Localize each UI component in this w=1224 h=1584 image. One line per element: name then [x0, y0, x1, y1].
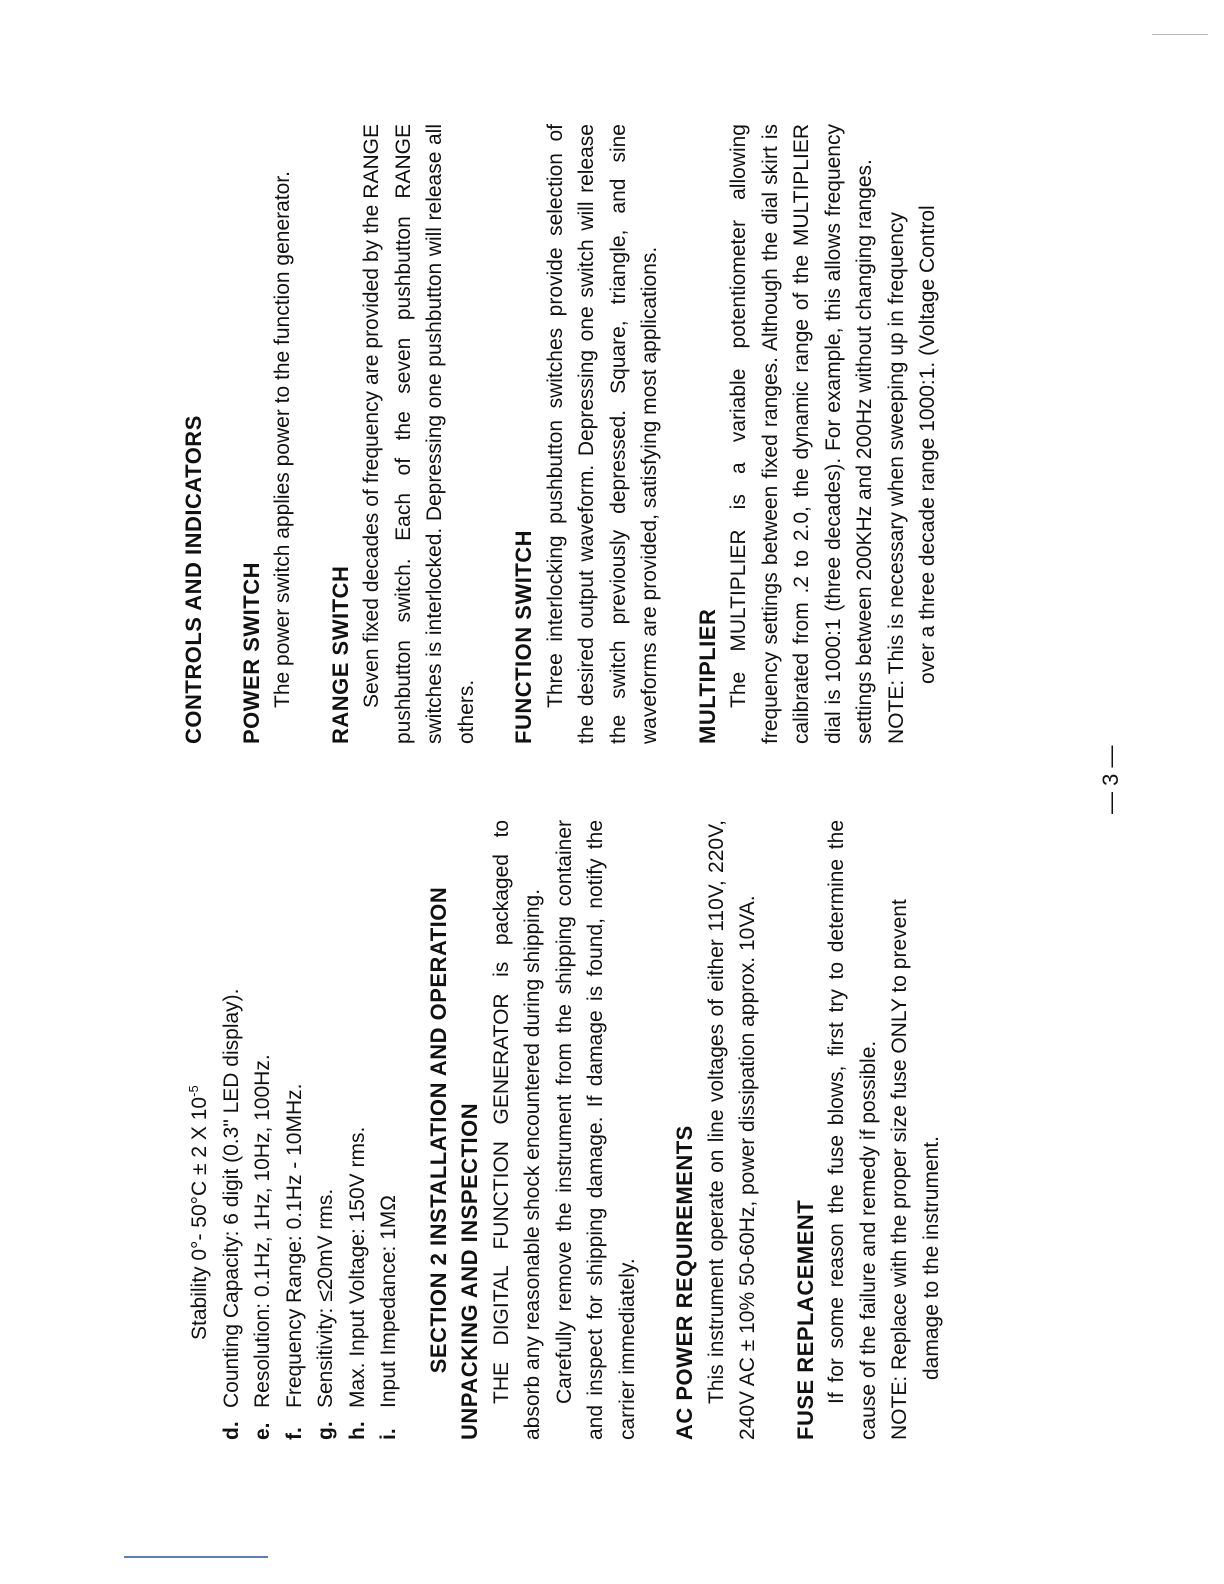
unpacking-heading: UNPACKING AND INSPECTION [457, 1102, 482, 1440]
fuse-heading: FUSE REPLACEMENT [792, 1199, 818, 1440]
multiplier-note-continued: over a three decade range 1000:1. (Voltage Control [916, 205, 939, 684]
multiplier-note: NOTE: This is necessary when sweeping up in frequency [884, 212, 908, 744]
multiplier-paragraph: The MULTIPLIER is a variable potentiometer allowing frequency settings between fixed ranges. Although the dial skirt is calibrated from .2 to 2.0, the dynamic range of the MULTIPLIER dial is 1000:1 (three decades). For example, this allows frequency settings between 200KHz and 200Hz without changing ranges. [727, 124, 876, 744]
spec-letter: f. [282, 1427, 306, 1440]
stability-text: Stability 0°- 50°C ± 2 X 10 [188, 1096, 211, 1340]
spec-letter: i. [377, 1428, 400, 1440]
stability-line [178, 820, 216, 1440]
range-paragraph: Seven fixed decades of frequency are provided by the RANGE pushbutton switch. Each of the seven pushbutton RANGE switches is interlocked. Depressing one pushbutton will release all others. [360, 124, 478, 744]
spec-item-e [247, 820, 279, 1440]
spec-item-g [310, 820, 342, 1440]
section-title: SECTION 2 INSTALLATION AND OPERATION [425, 886, 451, 1374]
function-paragraph: Three interlocking pushbutton switches provide selection of the desired output waveform. Depressing one switch will release the switch previously depressed. Square, triangle, and sine waveforms are provided, satisfying most applications. [543, 124, 661, 744]
unpacking-paragraph-1: THE DIGITAL FUNCTION GENERATOR is packaged to absorb any reasonable shock encountered during shipping. [489, 820, 544, 1440]
power-heading: POWER SWITCH [238, 562, 264, 744]
power-paragraph: The power switch applies power to the function generator. [271, 171, 294, 708]
spec-letter: g. [314, 1421, 337, 1440]
ac-power-paragraph: This instrument operate on line voltages of either 110V, 220V, 240V AC ± 10% 50-60Hz, power dissipation approx. 10VA. [704, 820, 759, 1440]
page-number: — 3 — [1098, 745, 1123, 814]
fuse-paragraph: If for some reason the fuse blows, first try to determine the cause of the failure and remedy if possible. [825, 820, 880, 1440]
spec-text: Sensitivity: ≤20mV rms. [314, 1188, 337, 1408]
spec-item-h [342, 820, 374, 1440]
spec-letter: d. [219, 1421, 243, 1440]
unpacking-paragraph-2: Carefully remove the instrument from the shipping container and inspect for shipping damage. If damage is found, notify the carrier immediately. [552, 820, 639, 1440]
range-heading: RANGE SWITCH [327, 565, 353, 744]
right-column [178, 124, 944, 744]
fuse-note-continued: damage to the instrument. [919, 1136, 943, 1380]
spec-item-f [279, 820, 311, 1440]
controls-title: CONTROLS AND INDICATORS [181, 415, 206, 744]
spec-letter: h. [345, 1421, 369, 1440]
spec-list [216, 820, 405, 1440]
fuse-note: NOTE: Replace with the proper size fuse ONLY to prevent [888, 899, 911, 1440]
multiplier-heading: MULTIPLIER [694, 608, 720, 744]
spec-text: Counting Capacity: 6 digit (0.3" LED display). [219, 988, 243, 1408]
left-column [178, 820, 947, 1440]
spec-item-i [373, 820, 405, 1440]
ac-power-heading: AC POWER REQUIREMENTS [672, 1125, 697, 1440]
spec-text: Resolution: 0.1Hz, 1Hz, 10Hz, 100Hz. [251, 1054, 274, 1408]
spec-item-d [216, 820, 248, 1440]
spec-text: Max. Input Voltage: 150V rms. [345, 1126, 369, 1408]
spec-text: Frequency Range: 0.1Hz - 10MHz. [282, 1083, 306, 1408]
spec-letter: e. [251, 1422, 274, 1440]
function-heading: FUNCTION SWITCH [511, 529, 536, 744]
spec-text: Input Impedance: 1MΩ [377, 1195, 400, 1408]
stability-exponent: -5 [186, 1085, 201, 1097]
